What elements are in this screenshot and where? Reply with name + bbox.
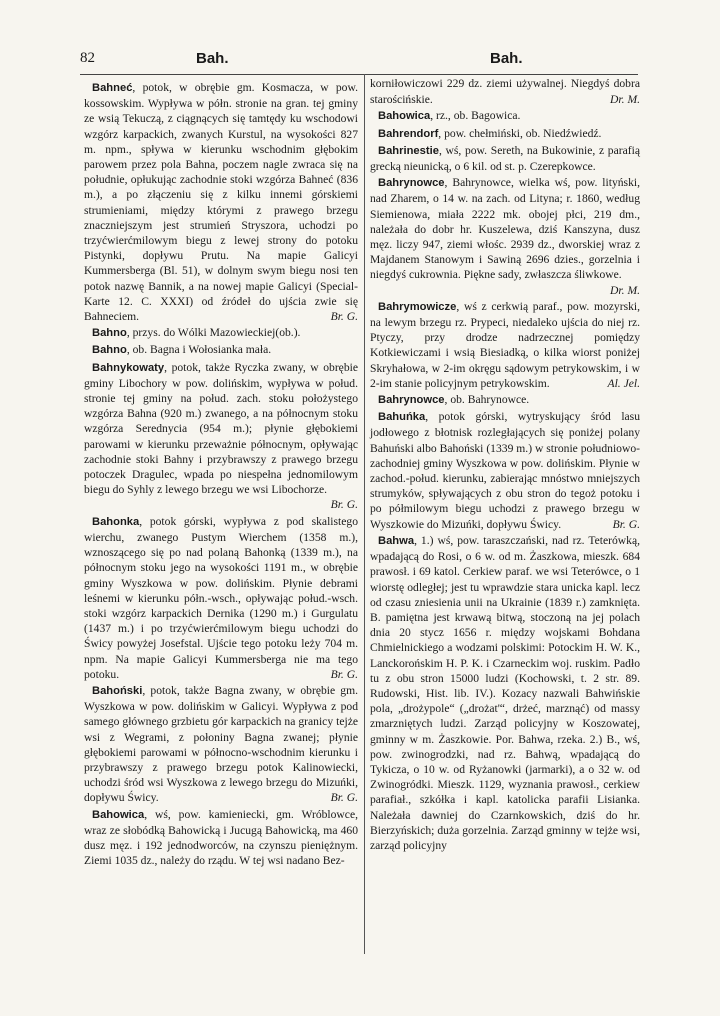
entry-text: korniłowiczowi 229 dz. ziemi używalnej. Niegdyś dobra starościńskie.: [370, 77, 640, 107]
dictionary-entry: [84, 807, 358, 869]
header-rule: [80, 74, 638, 75]
left-column: [84, 80, 358, 869]
entry-headword: Bahneć: [92, 82, 133, 94]
dictionary-entry: [370, 175, 640, 298]
entry-headword: Bahoński: [92, 684, 143, 697]
dictionary-entry: [84, 360, 358, 513]
entry-text: , 1.) wś, pow. taraszczański, nad rz. Teterówką, wpadającą do Rosi, o 6 w. od m. Żaszkowa, mieszk. 684 prawosł. i 69 katol. Cerkiew paraf. we wsi Teterówce, o 1 wiorstę odległej; jest tu wprawdzie stara unicka kapl. lecz od czasu zniesienia unii na Ukrainie (1839 r.) zamknięta. B. pamiętna jest krwawą bitwą, stoczoną na jej polach dnia 20 stycz 1656 r. między wojskami Bohdana Chmielnickiego a wodzami polskimi: Potockim H. W. K., Lanckorońskim H. P. K. i Czarneckim woj. ruskim. Padło tu z obu stron 15000 ludzi (Kochowski, t. 2 str. 89. Rudowski, Hist. lib. IV.). Kozacy nazwali Bahwińskie pola, „drożypole“ („drożat'“, drżeć, marznąć) od massy zmarzniętych ludzi. Zarząd policyjny w Koszowatej, gminny w m. Żaszkowie. Por. Bahwa, rzeka. 2.) B., wś, pow. zwinogrodzki, nad rz. Bahwą, wpadającą do Tykicza, o 10 w. od Ryżanowki (jarmarki), a o 32 w. od Zwinogródki. Mieszk. 1129, wyznania prawosł., cerkiew parafiał., szkółka i kapl. katolicka parafii Lisianka. Należała dawniej do Czarnkowskich, dziś do hr. Bierzyńskich; duża gorzelnia. Zarząd gminny w tejże wsi, zarząd policyjny: [370, 533, 640, 852]
entry-headword: Bahno: [92, 327, 127, 340]
entry-text: , Bahrynowce, wielka wś, pow. lityński, nad Zharem, o 14 w. na zach. od Lityna; r. 1860, według Siemienowa, miała 2222 mk. obojej płci, 219 dm., należała do dobr hr. Kuszelewa, dziś Kanszyna, dusz męz. liczy 947, ziemi włośc. 2939 dz., dworskiej wraz z Majdanem Stanowym i Sawiną 2696 dzies., gorzelnia i niegdyś cukrownia. Piękne sady, zwłaszcza śliwkowe.: [370, 176, 640, 282]
dictionary-entry: [84, 683, 358, 806]
entry-signature: Br. G.: [330, 667, 358, 681]
entry-text: , potok, w obrębie gm. Kosmacza, w pow. kossowskim. Wypływa w półn. stronie na gran. tej gminy ze wsią Tekuczą, z ciągnących się tamtędy ku wschodowi wzgórz karpackich, zwanych Kurstul, na wysokości 827 m. npm., spływa w kierunku wschodnim głębokim parowem przez pola Bahna, poczem nagle zwraca się na południe, opłukując zachodnie stoki wzgórza Bahneć (836 m.), a po złączeniu się z kilku innemi górskiemi strumieniami, między którymi z prawego brzegu znaczniejszym jest strumień Stryszora, uchodzi po trzyćwierćmilowym biegu z lewej strony do potoku Pistynki, dopływu Prutu. Na mapie Galicyi Kummersberga (Bl. 51), w dolnym swym biegu nosi ten potok nazwę Bannik, a na nowej mapie Galicyi (Special-Karte 12. C. XXXI) od źródeł do ujścia zwie się Bahneciem.: [84, 81, 358, 324]
entry-text: , wś z cerkwią paraf., pow. mozyrski, na lewym brzegu rz. Prypeci, niedaleko ujścia do niej rz. Ptyczy, przy drodze nadrzecznej pomiędzy Kotkiewiczami i wsią Biesiadką, o kilka wiorst poniżej Skryhałowa, w 2-im okręgu sądowym petrykowskim, i w 2-im stanie policyjnym petrykowskim.: [370, 299, 640, 390]
entry-signature: Dr. M.: [610, 283, 640, 297]
entry-headword: Bahwa: [378, 534, 415, 547]
entry-headword: Bahuńka: [378, 411, 426, 424]
entry-text: , potok górski, wypływa z pod skalistego wierchu, zwanego Pustym Wierchem (1358 m.), wznoszącego się po nad polaną Bahonką (1339 m.), na północnym stoku jego na wysokości 1191 m., w obrębie gminy Wyszkowa w pow. dolińskim. Płynie debrami leśnemi w kierunku półn.-wsch., opływając połud.-wsch. stoki wzgórz karpackich Dernika (1290 m.) i Gurgulatu (1437 m.) i po trzyćwierćmilowym biegu uchodzi do Świcy powyżej Josefstal. Ujście tego potoku leży 704 m. npm. Na mapie Galicyi Kummersberga nie ma tego potoku.: [84, 514, 358, 681]
entry-headword: Bahrinestie: [378, 144, 439, 157]
dictionary-entry: [370, 392, 640, 408]
entry-headword: Bahowica: [92, 808, 145, 821]
dictionary-entry: [84, 514, 358, 682]
entry-signature: Br. G.: [330, 791, 358, 805]
entry-text: , potok, także Ryczka zwany, w obrębie gminy Libochory w pow. dolińskim, wypływa w połud. stronie tej gminy na połud. zach. stoku położystego wzgórza Bahna (920 m.) zwanego, a na północnym stoku wzgórza Serednycia (954 m.); płynie głębokiemi parowami w kierunku przeważnie północnym, opływając zachodnie stoki Bahny i przybrawszy z prawego brzegu potoczek Dragulec, wpada po niespełna jednomilowym biegu do Syhly z lewego brzegu we wsi Libochorze.: [84, 360, 358, 497]
entry-headword: Bahrymowicze: [378, 300, 457, 313]
entry-text: , pow. chełmiński, ob. Niedźwiedź.: [438, 126, 602, 140]
running-head-right: Bah.: [490, 50, 523, 67]
dictionary-entry: [84, 342, 358, 358]
entry-signature: Al. Jel.: [607, 376, 640, 390]
entry-text: , ob. Bagna i Wołosianka mała.: [126, 343, 272, 357]
entry-signature: Br. G.: [612, 517, 640, 531]
running-head-left: Bah.: [196, 50, 229, 67]
dictionary-entry: [84, 325, 358, 341]
entry-headword: Bahonka: [92, 515, 140, 528]
entry-text: , rz., ob. Bagowica.: [430, 109, 521, 123]
entry-text: , ob. Bahrynowce.: [444, 393, 530, 407]
entry-headword: Bahowica: [378, 110, 431, 123]
entry-headword: Bahrynowce: [378, 177, 445, 190]
entry-text: , wś, pow. Sereth, na Bukowinie, z parafią grecką nieunicką, o 6 kil. od st. p. Czerepkowce.: [370, 143, 640, 174]
dictionary-entry: [370, 533, 640, 853]
right-column: [370, 76, 640, 854]
entry-headword: Bahrendorf: [378, 127, 439, 140]
dictionary-entry: [370, 409, 640, 532]
entry-signature: Dr. M.: [610, 93, 640, 107]
dictionary-entry: [84, 80, 358, 324]
page-number: 82: [80, 50, 95, 66]
entry-text: , przys. do Wólki Mazowieckiej(ob.).: [126, 326, 301, 340]
entry-signature: Br. G.: [330, 310, 358, 324]
page-header: [80, 50, 638, 70]
entry-text: , wś, pow. kamieniecki, gm. Wróblowce, wraz ze słobódką Bahowicką i Jucugą Bahowicką, ma 460 dusz męz. i 192 jednodworców, na czynszu pieniężnym. Ziemi 1035 dz., należy do rządu. W tej wsi nadano Bez-: [84, 807, 358, 868]
entry-headword: Bahrynowce: [378, 394, 445, 407]
entry-headword: Bahno: [92, 344, 127, 357]
dictionary-entry: [370, 299, 640, 391]
dictionary-entry: [370, 143, 640, 174]
dictionary-entry: [370, 126, 640, 142]
column-divider: [364, 74, 365, 954]
entry-signature: Br. G.: [330, 498, 358, 512]
entry-headword: Bahnykowaty: [92, 361, 165, 374]
entry-text: , potok, także Bagna zwany, w obrębie gm. Wyszkowa w pow. dolińskim w Galicyi. Wypływa z pod samego głównego grzbietu gór karpackich na granicy tejże wsi z Wegrami, z połoniny Bagna zwanej; płynie głębokiemi parowami w północno-wschodnim kierunku i przybrawszy z prawego brzegu potok Kalinowiecki, uchodzi śród wsi Wyszkowa z lewego brzegu do Mizuńki, dopływu Świcy.: [84, 683, 358, 805]
dictionary-entry: [370, 108, 640, 124]
entry-text: , potok górski, wytryskujący śród lasu jodłowego z błotnisk rozległających się poniżej polany Bahuński albo Bahoński (1339 m.) w stronie południowo-zachodniej gminy Wyszkowa w pow. dolińskim. Płynie w zachod.-połud. kierunku, zabierając mnóstwo mniejszych strumyków, spływających z obu stron do tegoż potoku i po półmilowym biegu uchodzi z prawego brzegu w Wyszkowie do Mizuńki, dopływu Świcy.: [370, 410, 640, 531]
dictionary-entry: [370, 76, 640, 107]
